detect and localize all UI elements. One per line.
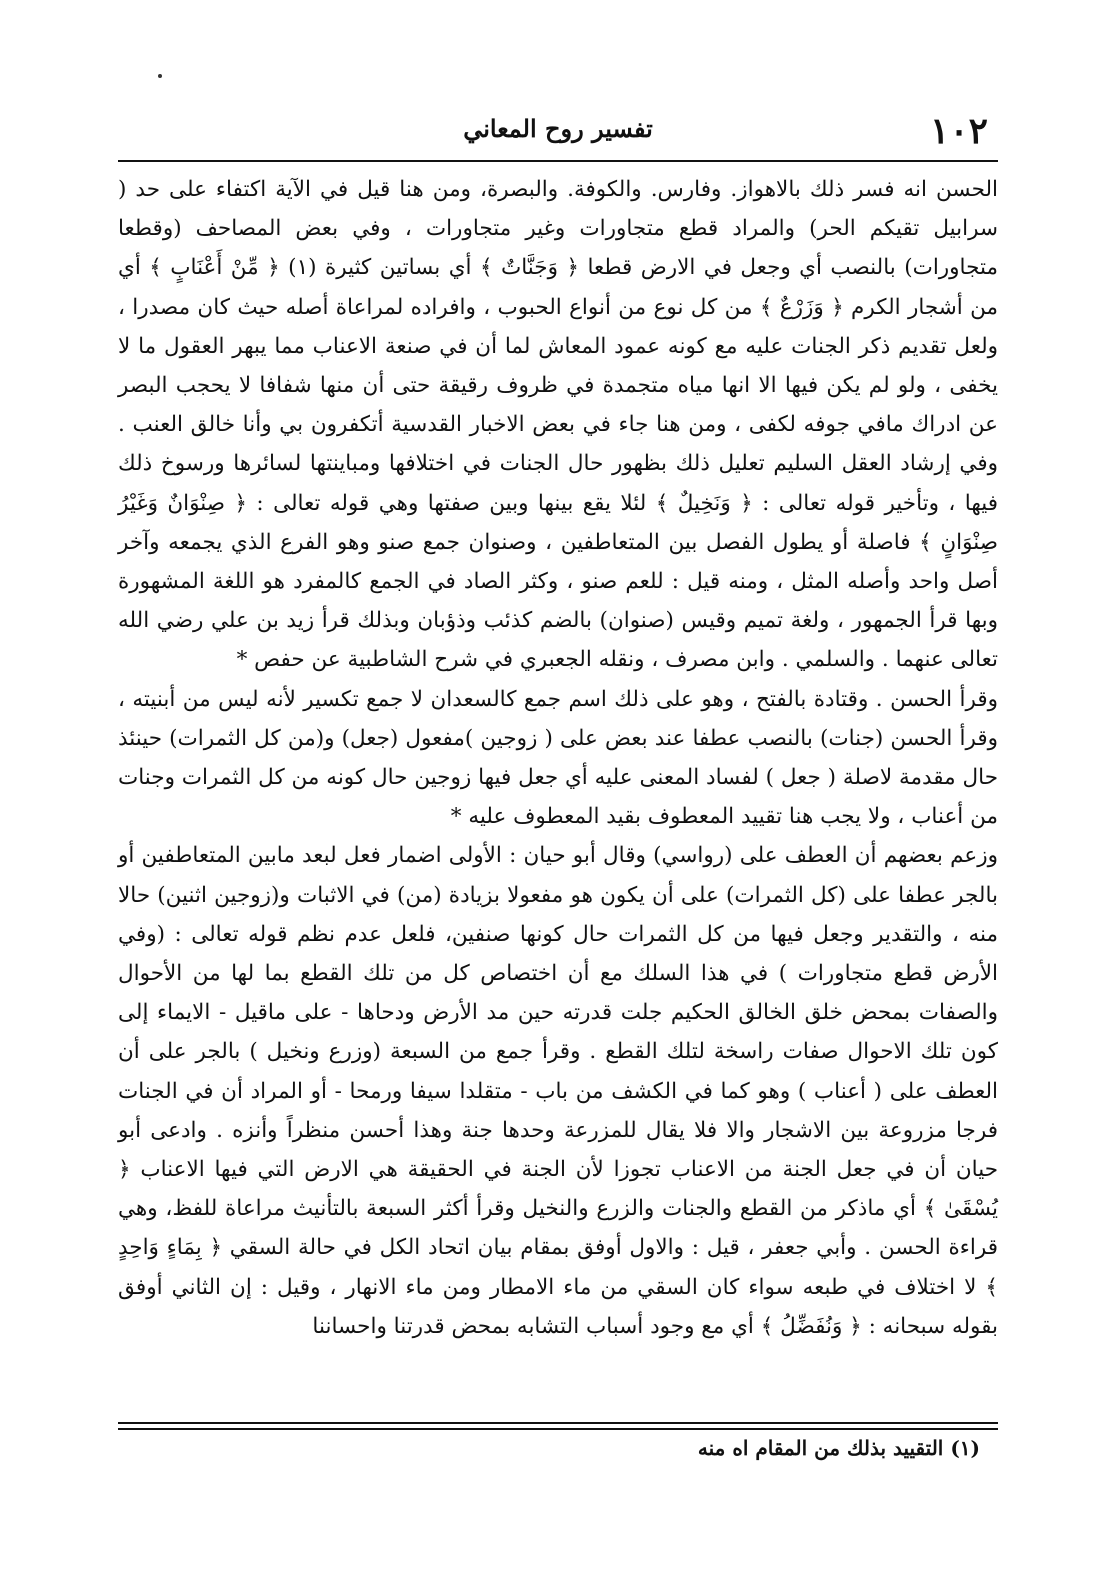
header-rule [118, 160, 998, 162]
footnote: (١) التقييد بذلك من المقام اه منه [697, 1436, 980, 1460]
page-number: ١٠٢ [929, 110, 988, 152]
footnote-rule [118, 1428, 998, 1430]
running-title: تفسير روح المعاني [463, 114, 653, 143]
main-text [118, 170, 998, 1346]
ink-speck [158, 74, 162, 78]
footnote-separator [118, 1422, 998, 1430]
paragraph: وقرأ الحسن . وقتادة بالفتح ، وهو على ذلك اسم جمع كالسعدان لا جمع تكسير لأنه ليس من أبنيته ، وقرأ الحسن (جنات) بالنصب عطفا عند بعض على ( زوجين )مفعول (جعل) و(من كل الثمرات) حينئذ حال مقدمة لاصلة ( جعل ) لفساد المعنى عليه أي جعل فيها زوجين حال كونه من كل الثمرات وجنات من أعناب ، ولا يجب هنا تقييد المعطوف بقيد المعطوف عليه * [118, 686, 998, 830]
page-header [118, 100, 998, 156]
paragraph: الحسن انه فسر ذلك بالاهواز. وفارس. والكوفة. والبصرة، ومن هنا قيل في الآية اكتفاء على حد ( سرابيل تقيكم الحر) والمراد قطع متجاورات وغير متجاورات ، وفي بعض المصاحف (وقطعا متجاورات) بالنصب أي وجعل في الارض قطعا ﴿ وَجَنَّاتٌ ﴾ أي بساتين كثيرة (١) ﴿ مِّنْ أَعْنَابٍ ﴾ أي من أشجار الكرم ﴿ وَزَرْعٌ ﴾ من كل نوع من أنواع الحبوب ، وافراده لمراعاة أصله حيث كان مصدرا ، ولعل تقديم ذكر الجنات عليه مع كونه عمود المعاش لما أن في صنعة الاعناب مما يبهر العقول ما لا يخفى ، ولو لم يكن فيها الا انها مياه متجمدة في ظروف رقيقة حتى أن منها شفافا لا يحجب البصر عن ادراك مافي جوفه لكفى ، ومن هنا جاء في بعض الاخبار القدسية أتكفرون بي وأنا خالق العنب . وفي إرشاد العقل السليم تعليل ذلك بظهور حال الجنات في اختلافها ومباينتها لسائرها ورسوخ ذلك فيها ، وتأخير قوله تعالى : ﴿ وَنَخِيلٌ ﴾ لئلا يقع بينها وبين صفتها وهي قوله تعالى : ﴿ صِنْوَانٌ وَغَيْرُ صِنْوَانٍ ﴾ فاصلة أو يطول الفصل بين المتعاطفين ، وصنوان جمع صنو وهو الفرع الذي يجمعه وآخر أصل واحد وأصله المثل ، ومنه قيل : للعم صنو ، وكثر الصاد في الجمع كالمفرد هو اللغة المشهورة وبها قرأ الجمهور ، ولغة تميم وقيس (صنوان) بالضم كذئب وذؤبان وبذلك قرأ زيد بن علي رضي الله تعالى عنهما . والسلمي . وابن مصرف ، ونقله الجعبري في شرح الشاطبية عن حفص * [118, 177, 998, 673]
paragraph: وزعم بعضهم أن العطف على (رواسي) وقال أبو حيان : الأولى اضمار فعل لبعد مابين المتعاطفين أو بالجر عطفا على (كل الثمرات) على أن يكون هو مفعولا بزيادة (من) في الاثبات و(زوجين اثنين) حالا منه ، والتقدير وجعل فيها من كل الثمرات حال كونها صنفين، فلعل عدم نظم قوله تعالى : (وفي الأرض قطع متجاورات ) في هذا السلك مع أن اختصاص كل من تلك القطع بما لها من الأحوال والصفات بمحض خلق الخالق الحكيم جلت قدرته حين مد الأرض ودحاها - على ماقيل - الايماء إلى كون تلك الاحوال صفات راسخة لتلك القطع . وقرأ جمع من السبعة (وزرع ونخيل ) بالجر على أن العطف على ( أعناب ) وهو كما في الكشف من باب - متقلدا سيفا ورمحا - أو المراد أن في الجنات فرجا مزروعة بين الاشجار والا فلا يقال للمزرعة وحدها جنة وهذا أحسن منظراً وأنزه . وادعى أبو حيان أن في جعل الجنة من الاعناب تجوزا لأن الجنة في الحقيقة هي الارض التي فيها الاعناب ﴿ يُسْقَىٰ ﴾ أي ماذكر من القطع والجنات والزرع والنخيل وقرأ أكثر السبعة بالتأنيث مراعاة للفظ، وهي قراءة الحسن . وأبي جعفر ، قيل : والاول أوفق بمقام بيان اتحاد الكل في حالة السقي ﴿ بِمَاءٍ وَاحِدٍ ﴾ لا اختلاف في طبعه سواء كان السقي من ماء الامطار ومن ماء الانهار ، وقيل : إن الثاني أوفق بقوله سبحانه : ﴿ وَنُفَضِّلُ ﴾ أي مع وجود أسباب التشابه بمحض قدرتنا واحساننا [118, 843, 998, 1339]
